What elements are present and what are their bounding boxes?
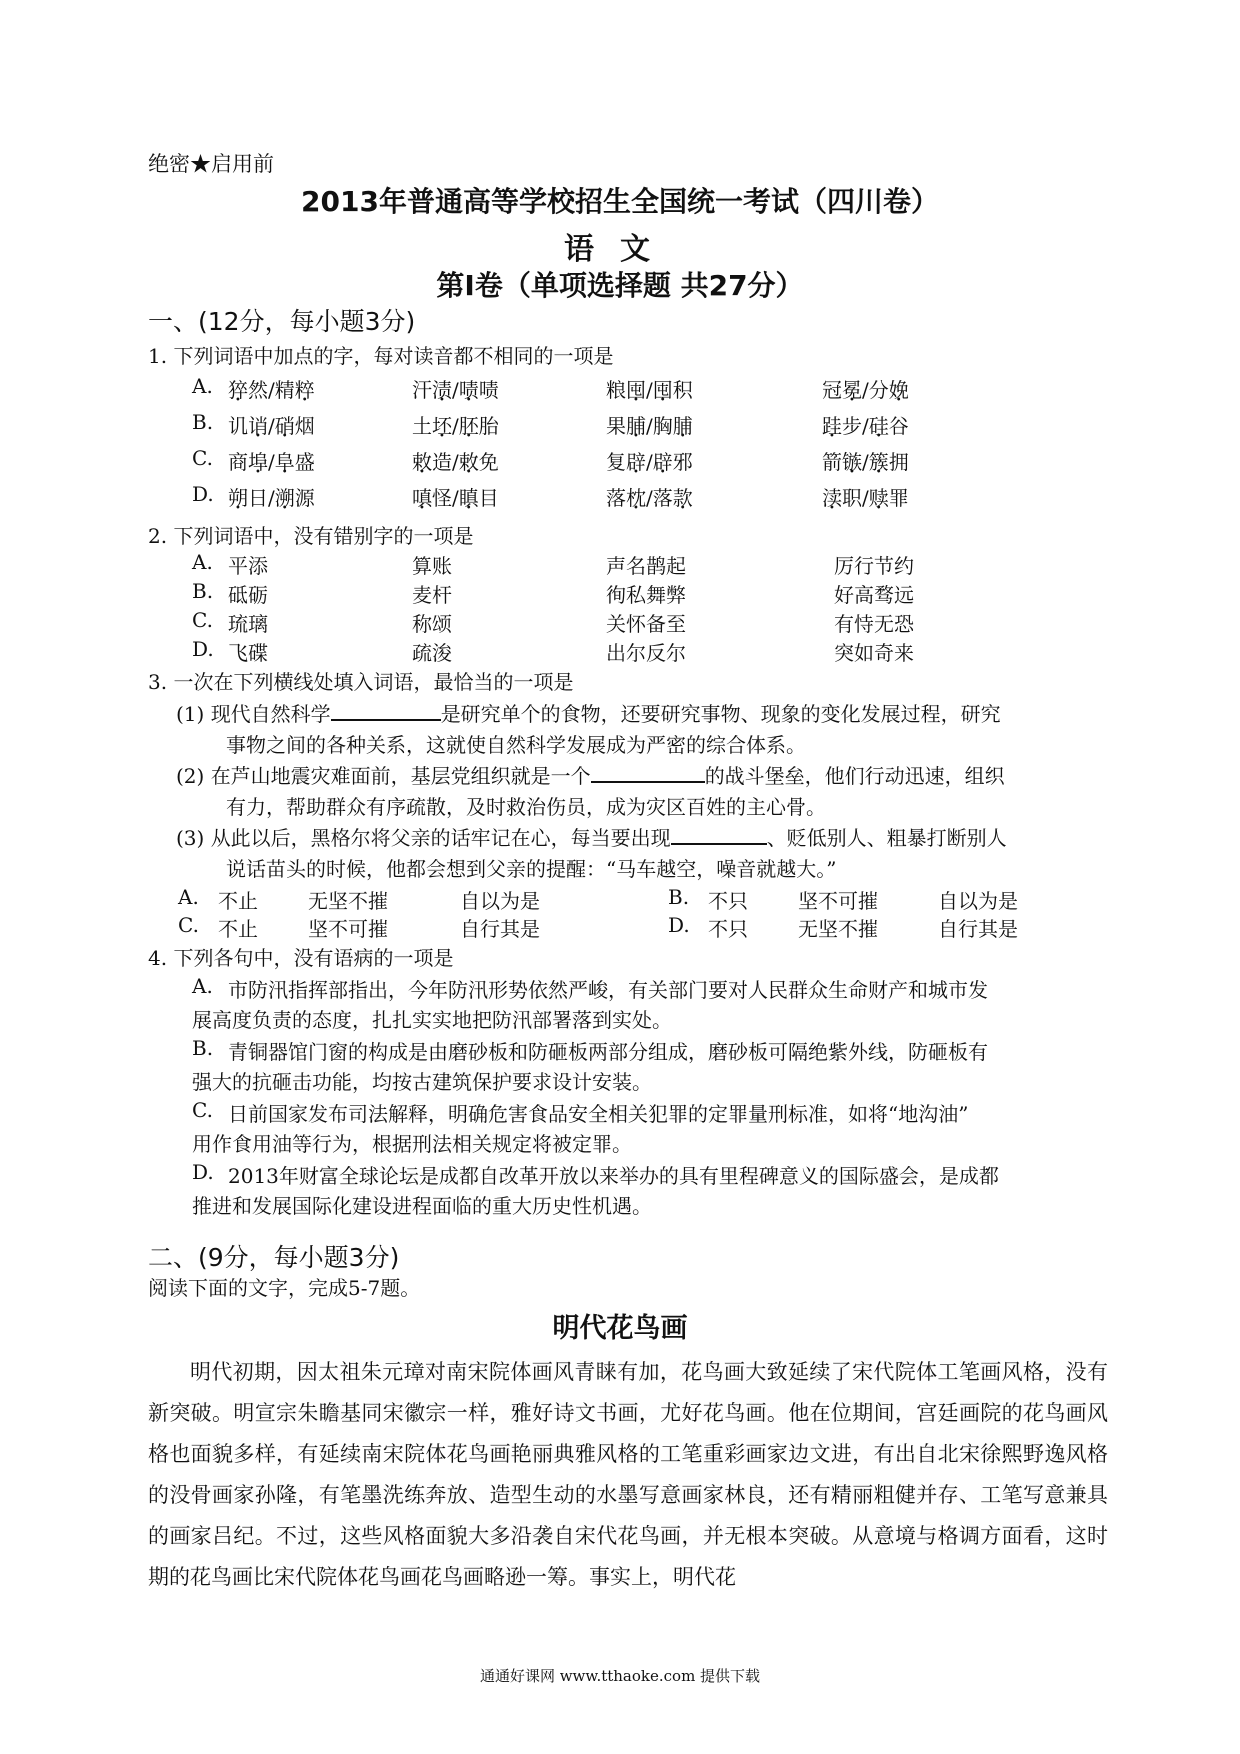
q4-stem: 4. 下列各句中，没有语病的一项是 (148, 946, 454, 970)
footer-credit: 通通好课网 www.tthaoke.com 提供下载 (479, 1667, 761, 1685)
section2-instruction: 阅读下面的文字，完成5-7题。 (148, 1276, 421, 1300)
passage-title: 明代花鸟画 (552, 1313, 688, 1344)
section1-heading: 一、(12分，每小题3分) (148, 307, 416, 336)
q3-sentence-1: (1) 现代自然科学 是研究单个的食物，还要研究事物、现象的变化发展过程，研究 (176, 702, 1001, 726)
q2-stem: 2. 下列词语中，没有错别字的一项是 (148, 524, 474, 548)
q3-stem: 3. 一次在下列横线处填入词语，最恰当的一项是 (148, 670, 574, 694)
secret-label: 绝密★启用前 (148, 152, 274, 176)
section2-heading: 二、(9分，每小题3分) (148, 1243, 400, 1272)
passage-paragraph: 明代初期，因太祖朱元璋对南宋院体画风青睐有加，花鸟画大致延续了宋代院体工笔画风格，没有新突破。明宣宗朱瞻基同宋徽宗一样，雅好诗文书画，尤好花鸟画。他在位期间，宫廷画院的花鸟画风格也面貌多样，有延续南宋院体花鸟画艳丽典雅风格的工笔重彩画家边文进，有出自北宋徐熙野逸风格的没骨画家孙隆，有笔墨洗练奔放、造型生动的水墨写意画家林良，还有精丽粗健并存、工笔写意兼具的画家吕纪。不过，这些风格面貌大多沿袭自宋代花鸟画，并无根本突破。从意境与格调方面看，这时期的花鸟画比宋代院体花鸟画花鸟画略逊一筹。事实上，明代花 (148, 1360, 1108, 1589)
q3-sentence-3-cont: 说话苗头的时候，他都会想到父亲的提醒：“马车越空，噪音就越大。” (226, 857, 837, 881)
exam-title: 2013年普通高等学校招生全国统一考试（四川卷） (301, 185, 939, 218)
q3-sentence-1-cont: 事物之间的各种关系，这就使自然科学发展成为严密的综合体系。 (226, 733, 806, 757)
q3-sentence-2-cont: 有力，帮助群众有序疏散，及时救治伤员，成为灾区百姓的主心骨。 (226, 795, 826, 819)
part-title: 第I卷（单项选择题 共27分） (436, 269, 804, 302)
fill-blank-3 (671, 825, 767, 845)
fill-blank-1 (331, 701, 441, 721)
q1-stem: 1. 下列词语中加点的字，每对读音都不相同的一项是 (148, 344, 614, 368)
q3-sentence-2: (2) 在芦山地震灾难面前，基层党组织就是一个 的战斗堡垒，他们行动迅速，组织 (176, 764, 1005, 788)
fill-blank-2 (591, 763, 705, 783)
q3-sentence-3: (3) 从此以后，黑格尔将父亲的话牢记在心，每当要出现 、贬低别人、粗暴打断别人 (176, 826, 1007, 850)
subject-title: 语文 (564, 232, 676, 267)
